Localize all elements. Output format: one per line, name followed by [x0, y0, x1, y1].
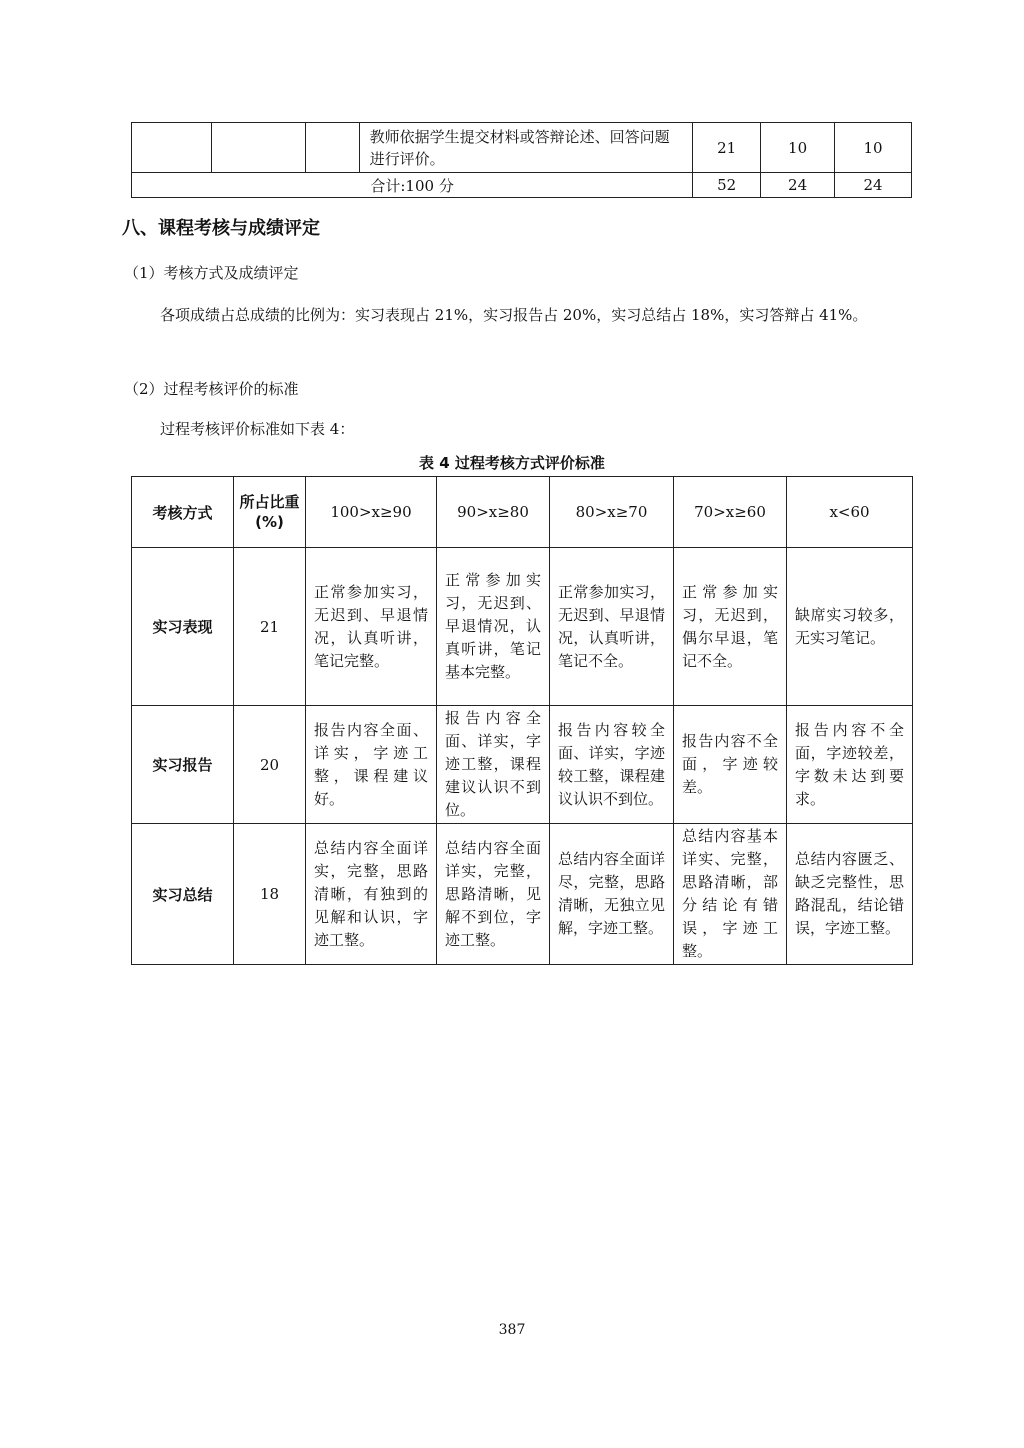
page-number: 387 — [498, 1322, 526, 1338]
table4-pct: 21 — [234, 548, 306, 706]
table4-header: x<60 — [787, 477, 913, 548]
table4-pct: 18 — [234, 824, 306, 965]
top-table-value: 10 — [835, 123, 912, 173]
table4-header: 90>x≥80 — [437, 477, 550, 548]
table4-header: 80>x≥70 — [550, 477, 674, 548]
table4-criterion: 总结内容全面详实，完整，思路清晰，有独到的见解和认识，字迹工整。 — [306, 824, 437, 965]
top-table-cell-empty — [305, 123, 359, 173]
table-intro: 过程考核评价标准如下表 4： — [160, 420, 355, 438]
table4-criterion: 报告内容全面、详实，字迹工整，课程建议好。 — [306, 706, 437, 824]
ratio-paragraph: 各项成绩占总成绩的比例为：实习表现占 21%，实习报告占 20%，实习总结占 18%，实习答辩占 41%。 — [160, 306, 868, 324]
subheading-process-standard: （2）过程考核评价的标准 — [124, 380, 299, 398]
subheading-assessment: （1）考核方式及成绩评定 — [124, 264, 299, 282]
table4 — [131, 476, 913, 965]
top-table-cell-empty — [132, 123, 212, 173]
top-table-total-label: 合计:100 分 — [132, 173, 693, 198]
top-table — [131, 122, 912, 198]
table4-criterion: 总结内容匮乏、缺乏完整性，思路混乱，结论错误，字迹工整。 — [787, 824, 913, 965]
table4-header: 所占比重(%) — [234, 477, 306, 548]
table4-criterion: 正常参加实习，无迟到、早退情况，认真听讲，笔记基本完整。 — [437, 548, 550, 706]
table4-criterion: 报告内容不全面，字迹较差，字数未达到要求。 — [787, 706, 913, 824]
section-heading: 八、课程考核与成绩评定 — [122, 218, 320, 239]
table4-criterion: 缺席实习较多，无实习笔记。 — [787, 548, 913, 706]
table4-header: 考核方式 — [132, 477, 234, 548]
table4-criterion: 报告内容全面、详实，字迹工整，课程建议认识不到位。 — [437, 706, 550, 824]
table-row — [132, 824, 913, 965]
top-table-desc: 教师依据学生提交材料或答辩论述、回答问题进行评价。 — [359, 123, 693, 173]
table4-criterion: 报告内容较全面、详实，字迹较工整，课程建议认识不到位。 — [550, 706, 674, 824]
table4-criterion: 报告内容不全面，字迹较差。 — [674, 706, 787, 824]
table4-header: 100>x≥90 — [306, 477, 437, 548]
table4-method: 实习报告 — [132, 706, 234, 824]
top-table-cell-empty — [211, 123, 305, 173]
table4-caption: 表 4 过程考核方式评价标准 — [419, 454, 605, 472]
top-table-value: 10 — [761, 123, 835, 173]
table4-criterion: 正常参加实习，无迟到、早退情况，认真听讲，笔记不全。 — [550, 548, 674, 706]
top-table-total-value: 52 — [693, 173, 761, 198]
table4-header: 70>x≥60 — [674, 477, 787, 548]
table4-method: 实习总结 — [132, 824, 234, 965]
table4-pct: 20 — [234, 706, 306, 824]
table-row — [132, 548, 913, 706]
top-table-value: 21 — [693, 123, 761, 173]
table4-criterion: 正常参加实习，无迟到、早退情况，认真听讲，笔记完整。 — [306, 548, 437, 706]
table4-criterion: 总结内容基本详实、完整，思路清晰，部分结论有错误，字迹工整。 — [674, 824, 787, 965]
top-table-total-value: 24 — [835, 173, 912, 198]
table4-criterion: 总结内容全面详尽，完整，思路清晰，无独立见解，字迹工整。 — [550, 824, 674, 965]
table4-criterion: 总结内容全面详实，完整，思路清晰，见解不到位，字迹工整。 — [437, 824, 550, 965]
table-row — [132, 706, 913, 824]
table4-method: 实习表现 — [132, 548, 234, 706]
table4-criterion: 正常参加实习，无迟到，偶尔早退，笔记不全。 — [674, 548, 787, 706]
top-table-total-value: 24 — [761, 173, 835, 198]
